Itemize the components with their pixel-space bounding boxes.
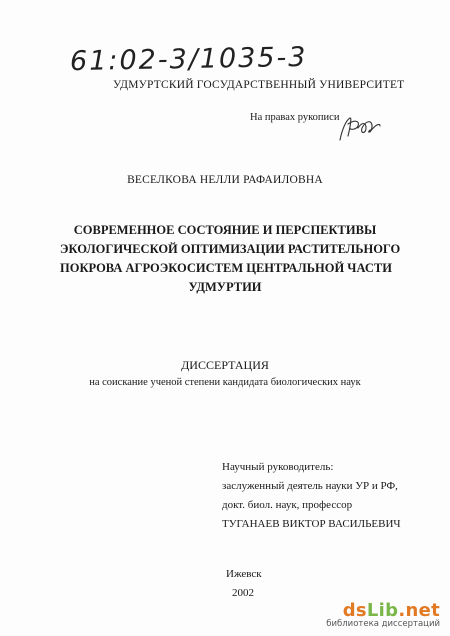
watermark-logo-part: ds [342, 600, 367, 621]
supervisor-title: заслуженный деятель науки УР и РФ, [222, 480, 398, 492]
title-line: ПОКРОВА АГРОЭКОСИСТЕМ ЦЕНТРАЛЬНОЙ ЧАСТИ [60, 261, 392, 275]
manuscript-rights-note: На правах рукописи [250, 112, 340, 123]
title-line: ЭКОЛОГИЧЕСКОЙ ОПТИМИЗАЦИИ РАСТИТЕЛЬНОГО [60, 242, 401, 256]
watermark-logo [343, 600, 440, 621]
supervisor-name: ТУГАНАЕВ ВИКТОР ВАСИЛЬЕВИЧ [222, 518, 401, 530]
university-name: УДМУРТСКИЙ ГОСУДАРСТВЕННЫЙ УНИВЕРСИТЕТ [113, 79, 405, 91]
degree-statement: на соискание ученой степени кандидата биологических наук [89, 377, 361, 388]
supervisor-heading: Научный руководитель: [222, 461, 334, 473]
city: Ижевск [226, 568, 262, 580]
handwritten-catalog-code: 61:02-3/1035-3 [69, 41, 308, 78]
title-line: УДМУРТИИ [188, 280, 262, 294]
title-line: СОВРЕМЕННОЕ СОСТОЯНИЕ И ПЕРСПЕКТИВЫ [73, 223, 377, 237]
watermark-logo-part: .net [398, 600, 440, 621]
handwritten-signature [336, 110, 384, 150]
watermark-logo-part: Lib [366, 600, 399, 621]
supervisor-degree: докт. биол. наук, профессор [222, 499, 353, 511]
document-type: ДИССЕРТАЦИЯ [181, 358, 269, 372]
year: 2002 [232, 587, 254, 599]
dslib-watermark [326, 600, 442, 630]
supervisor-block [222, 458, 401, 534]
watermark-subtitle: библиотека диссертаций [326, 619, 440, 629]
dissertation-title [60, 221, 401, 297]
author-name: ВЕСЕЛКОВА НЕЛЛИ РАФАИЛОВНА [127, 174, 323, 186]
